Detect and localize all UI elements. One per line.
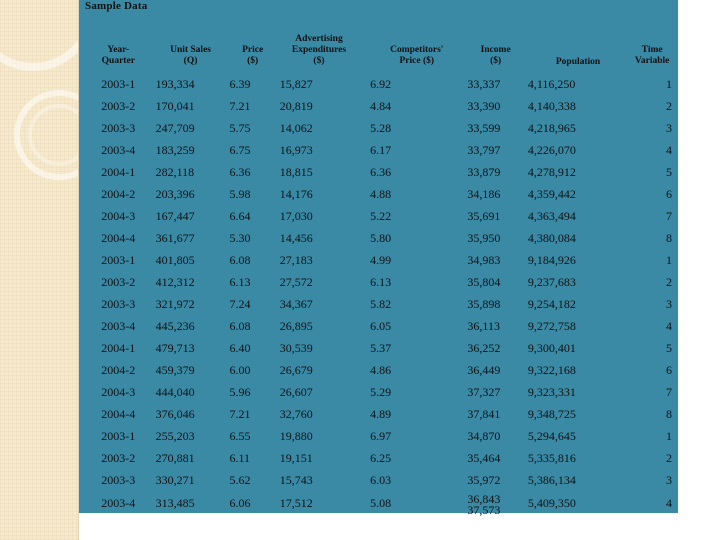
cell-unit-sales: 361,677 xyxy=(155,230,195,245)
cell-unit-sales: 313,485 xyxy=(155,496,195,510)
cell-price: 6.40 xyxy=(229,340,251,355)
cell-competitors-price: 6.13 xyxy=(370,274,392,289)
cell-unit-sales: 170,041 xyxy=(155,98,195,113)
cell-year-quarter: 2004-1 xyxy=(101,340,136,355)
cell-year-quarter: 2004-2 xyxy=(101,186,136,201)
cell-unit-sales: 445,236 xyxy=(155,318,195,333)
cell-competitors-price: 4.84 xyxy=(370,98,392,113)
table-row xyxy=(89,403,678,425)
column-header-income: Income ($) xyxy=(480,45,511,66)
cell-unit-sales: 412,312 xyxy=(155,274,195,289)
cell-competitors-price: 6.97 xyxy=(370,428,392,443)
cell-advertising-expenditures: 27,572 xyxy=(279,274,313,289)
cell-time-variable: 7 xyxy=(666,208,672,223)
decorative-ring xyxy=(0,0,79,71)
cell-year-quarter: 2003-1 xyxy=(101,76,136,91)
cell-price: 6.75 xyxy=(229,142,251,157)
cell-unit-sales: 376,046 xyxy=(155,406,195,421)
cell-advertising-expenditures: 16,973 xyxy=(279,142,313,157)
cell-price: 6.06 xyxy=(229,496,251,510)
cell-time-variable: 4 xyxy=(666,318,672,333)
cell-time-variable: 2 xyxy=(666,450,672,465)
cell-price: 6.55 xyxy=(229,428,251,443)
cell-income: 35,464 xyxy=(467,450,501,465)
cell-population: 4,226,070 xyxy=(527,142,576,157)
cell-competitors-price: 4.89 xyxy=(370,406,392,421)
cell-competitors-price: 5.37 xyxy=(370,340,392,355)
cell-year-quarter: 2004-2 xyxy=(101,362,136,377)
cell-income: 33,390 xyxy=(467,98,501,113)
cell-unit-sales: 444,040 xyxy=(155,384,195,399)
cell-income: 36,252 xyxy=(467,340,501,355)
cell-time-variable: 3 xyxy=(666,472,672,487)
cell-price: 6.00 xyxy=(229,362,251,377)
cell-advertising-expenditures: 27,183 xyxy=(279,252,313,267)
cell-advertising-expenditures: 26,679 xyxy=(279,362,313,377)
cell-income: 35,898 xyxy=(467,296,501,311)
cell-time-variable: 2 xyxy=(666,98,672,113)
table-row xyxy=(89,227,678,249)
cell-advertising-expenditures: 26,895 xyxy=(279,318,313,333)
cell-time-variable: 5 xyxy=(666,340,672,355)
table-row xyxy=(89,447,678,469)
cell-price: 6.64 xyxy=(229,208,251,223)
cell-time-variable: 1 xyxy=(666,428,672,443)
cell-competitors-price: 6.03 xyxy=(370,472,392,487)
cell-income: 34,186 xyxy=(467,186,501,201)
cell-competitors-price: 5.82 xyxy=(370,296,392,311)
cell-time-variable: 4 xyxy=(666,142,672,157)
cell-population: 9,272,758 xyxy=(527,318,576,333)
cell-income: 36,843 37,573 xyxy=(467,492,501,517)
cell-income: 35,972 xyxy=(467,472,501,487)
cell-population: 9,323,331 xyxy=(527,384,576,399)
column-header-advertising-expenditures: Advertising Expenditures ($) xyxy=(291,34,347,66)
cell-income: 33,879 xyxy=(467,164,501,179)
cell-year-quarter: 2004-1 xyxy=(101,164,136,179)
cell-competitors-price: 6.25 xyxy=(370,450,392,465)
cell-price: 5.96 xyxy=(229,384,251,399)
cell-time-variable: 8 xyxy=(666,230,672,245)
cell-advertising-expenditures: 17,512 xyxy=(279,496,313,510)
cell-advertising-expenditures: 19,151 xyxy=(279,450,313,465)
column-header-competitors-price: Competitors' Price ($) xyxy=(390,45,444,66)
cell-unit-sales: 479,713 xyxy=(155,340,195,355)
cell-price: 5.62 xyxy=(229,472,251,487)
cell-unit-sales: 255,203 xyxy=(155,428,195,443)
cell-competitors-price: 6.36 xyxy=(370,164,392,179)
cell-competitors-price: 5.29 xyxy=(370,384,392,399)
cell-year-quarter: 2003-3 xyxy=(101,296,136,311)
column-header-time-variable: Time Variable xyxy=(634,45,670,66)
cell-competitors-price: 5.08 xyxy=(370,496,392,510)
cell-population: 5,294,645 xyxy=(527,428,576,443)
cell-advertising-expenditures: 18,815 xyxy=(279,164,313,179)
cell-unit-sales: 167,447 xyxy=(155,208,195,223)
cell-population: 4,363,494 xyxy=(527,208,576,223)
cell-advertising-expenditures: 15,827 xyxy=(279,76,313,91)
table-row xyxy=(89,249,678,271)
cell-year-quarter: 2004-3 xyxy=(101,208,136,223)
cell-unit-sales: 270,881 xyxy=(155,450,195,465)
table-row xyxy=(89,183,678,205)
cell-income: 33,599 xyxy=(467,120,501,135)
cell-income: 36,449 xyxy=(467,362,501,377)
cell-unit-sales: 459,379 xyxy=(155,362,195,377)
cell-income: 33,337 xyxy=(467,76,501,91)
cell-population: 4,116,250 xyxy=(527,76,576,91)
cell-unit-sales: 321,972 xyxy=(155,296,195,311)
cell-time-variable: 1 xyxy=(666,76,672,91)
cell-time-variable: 6 xyxy=(666,186,672,201)
slide-content xyxy=(79,0,678,517)
cell-price: 6.08 xyxy=(229,252,251,267)
table-row xyxy=(89,205,678,227)
cell-population: 4,380,084 xyxy=(527,230,576,245)
table-row xyxy=(89,73,678,95)
cell-year-quarter: 2004-4 xyxy=(101,406,136,421)
cell-advertising-expenditures: 26,607 xyxy=(279,384,313,399)
cell-population: 9,237,683 xyxy=(527,274,576,289)
cell-advertising-expenditures: 30,539 xyxy=(279,340,313,355)
cell-population: 9,254,182 xyxy=(527,296,576,311)
cell-price: 6.08 xyxy=(229,318,251,333)
cell-income: 35,691 xyxy=(467,208,501,223)
cell-year-quarter: 2003-3 xyxy=(101,472,136,487)
cell-price: 6.13 xyxy=(229,274,251,289)
cell-advertising-expenditures: 14,062 xyxy=(279,120,313,135)
cell-advertising-expenditures: 14,456 xyxy=(279,230,313,245)
cell-population: 9,322,168 xyxy=(527,362,576,377)
cell-unit-sales: 330,271 xyxy=(155,472,195,487)
cell-advertising-expenditures: 19,880 xyxy=(279,428,313,443)
table-row xyxy=(89,469,678,491)
cell-advertising-expenditures: 34,367 xyxy=(279,296,313,311)
cell-year-quarter: 2003-3 xyxy=(101,120,136,135)
cell-year-quarter: 2003-2 xyxy=(101,98,136,113)
cell-competitors-price: 6.17 xyxy=(370,142,392,157)
cell-population: 4,140,338 xyxy=(527,98,576,113)
table-row xyxy=(89,293,678,315)
cell-competitors-price: 5.22 xyxy=(370,208,392,223)
cell-income: 37,327 xyxy=(467,384,501,399)
cell-competitors-price: 4.88 xyxy=(370,186,392,201)
cell-competitors-price: 4.99 xyxy=(370,252,392,267)
cell-year-quarter: 2003-2 xyxy=(101,450,136,465)
cell-competitors-price: 5.80 xyxy=(370,230,392,245)
cell-advertising-expenditures: 20,819 xyxy=(279,98,313,113)
column-header-price: Price ($) xyxy=(242,45,264,66)
cell-income: 34,983 xyxy=(467,252,501,267)
table-row xyxy=(89,381,678,403)
cell-unit-sales: 183,259 xyxy=(155,142,195,157)
cell-price: 6.39 xyxy=(229,76,251,91)
cell-time-variable: 7 xyxy=(666,384,672,399)
cell-year-quarter: 2003-1 xyxy=(101,428,136,443)
cell-time-variable: 3 xyxy=(666,296,672,311)
cell-population: 9,348,725 xyxy=(527,406,576,421)
cell-unit-sales: 401,805 xyxy=(155,252,195,267)
column-header-year-quarter: Year- Quarter xyxy=(101,45,135,66)
table-body xyxy=(89,73,678,516)
cell-income: 36,113 xyxy=(467,318,500,333)
cell-unit-sales: 203,396 xyxy=(155,186,195,201)
cell-advertising-expenditures: 15,743 xyxy=(279,472,313,487)
column-header-unit-sales: Unit Sales (Q) xyxy=(170,45,211,66)
cell-income: 34,870 xyxy=(467,428,501,443)
slide-title: Sample Data xyxy=(85,0,148,12)
table-header-row xyxy=(89,34,678,73)
cell-time-variable: 3 xyxy=(666,120,672,135)
cell-competitors-price: 6.05 xyxy=(370,318,392,333)
sample-data-table xyxy=(89,34,678,516)
cell-population: 9,300,401 xyxy=(527,340,576,355)
table-row xyxy=(89,491,678,516)
cell-income: 37,841 xyxy=(467,406,501,421)
cell-competitors-price: 6.92 xyxy=(370,76,392,91)
cell-income: 35,804 xyxy=(467,274,501,289)
cell-unit-sales: 193,334 xyxy=(155,76,195,91)
cell-price: 7.21 xyxy=(229,406,251,421)
table-row xyxy=(89,425,678,447)
cell-time-variable: 6 xyxy=(666,362,672,377)
decorative-side-panel xyxy=(0,0,79,540)
cell-advertising-expenditures: 17,030 xyxy=(279,208,313,223)
cell-price: 7.21 xyxy=(229,98,251,113)
table-row xyxy=(89,117,678,139)
cell-price: 5.98 xyxy=(229,186,251,201)
cell-price: 6.36 xyxy=(229,164,251,179)
cell-year-quarter: 2003-4 xyxy=(101,142,136,157)
table-row xyxy=(89,139,678,161)
cell-population: 9,184,926 xyxy=(527,252,576,267)
cell-advertising-expenditures: 14,176 xyxy=(279,186,313,201)
cell-population: 5,409,350 xyxy=(527,496,576,510)
cell-time-variable: 8 xyxy=(666,406,672,421)
cell-time-variable: 5 xyxy=(666,164,672,179)
table-row xyxy=(89,161,678,183)
cell-year-quarter: 2004-3 xyxy=(101,384,136,399)
cell-competitors-price: 5.28 xyxy=(370,120,392,135)
cell-unit-sales: 282,118 xyxy=(155,164,195,179)
cell-time-variable: 1 xyxy=(666,252,672,267)
cell-price: 5.30 xyxy=(229,230,251,245)
cell-time-variable: 2 xyxy=(666,274,672,289)
cell-price: 6.11 xyxy=(229,450,251,465)
cell-year-quarter: 2003-1 xyxy=(101,252,136,267)
cell-unit-sales: 247,709 xyxy=(155,120,195,135)
cell-year-quarter: 2003-4 xyxy=(101,496,136,510)
table-row xyxy=(89,315,678,337)
cell-price: 5.75 xyxy=(229,120,251,135)
cell-price: 7.24 xyxy=(229,296,251,311)
cell-year-quarter: 2003-2 xyxy=(101,274,136,289)
cell-time-variable: 4 xyxy=(666,496,672,510)
table-row xyxy=(89,95,678,117)
cell-population: 5,335,816 xyxy=(527,450,576,465)
table-row xyxy=(89,359,678,381)
cell-population: 4,278,912 xyxy=(527,164,576,179)
table-row xyxy=(89,337,678,359)
table-row xyxy=(89,271,678,293)
column-header-population: Population xyxy=(555,57,601,67)
cell-competitors-price: 4.86 xyxy=(370,362,392,377)
cell-population: 5,386,134 xyxy=(527,472,576,487)
cell-year-quarter: 2003-4 xyxy=(101,318,136,333)
cell-population: 4,218,965 xyxy=(527,120,576,135)
cell-population: 4,359,442 xyxy=(527,186,576,201)
cell-year-quarter: 2004-4 xyxy=(101,230,136,245)
cell-advertising-expenditures: 32,760 xyxy=(279,406,313,421)
cell-income: 35,950 xyxy=(467,230,501,245)
cell-income: 33,797 xyxy=(467,142,501,157)
